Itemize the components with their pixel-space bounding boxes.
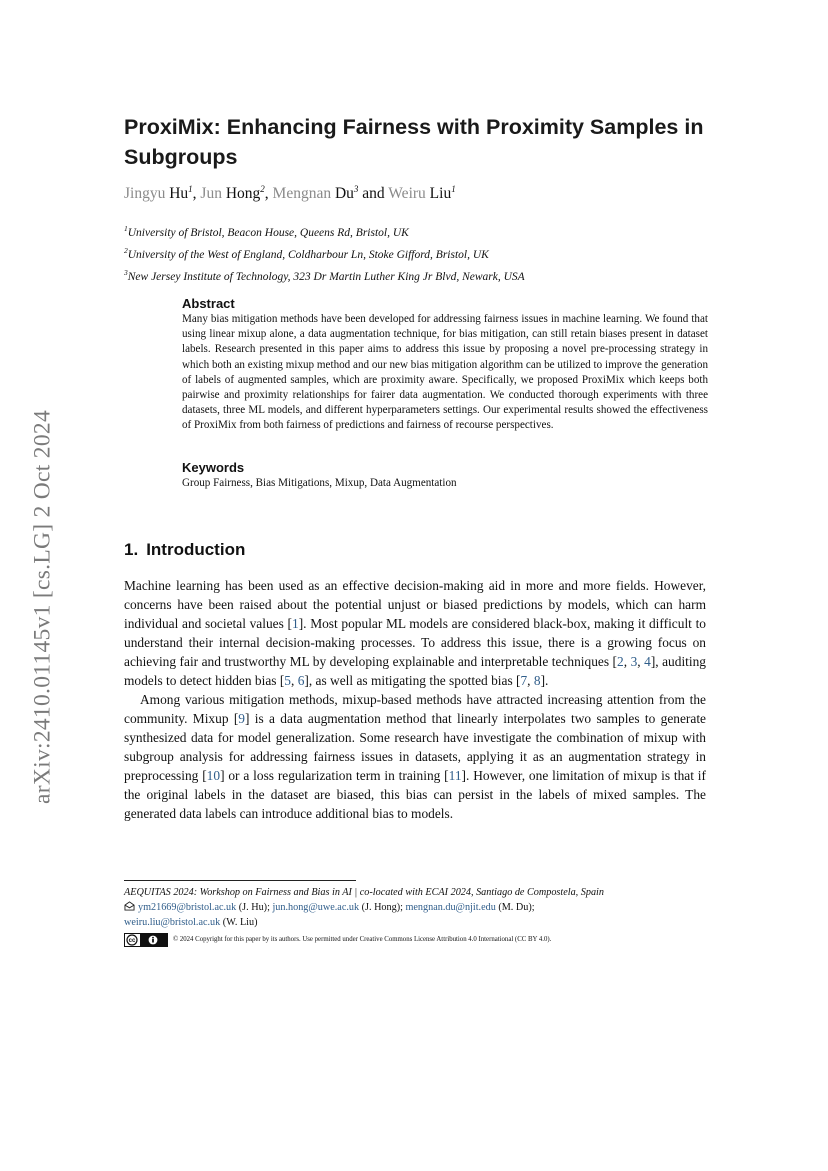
paragraph: Machine learning has been used as an effective decision-making aid in more and more fields. However, concerns have been raised about the potential unjust or biased predictions by models, which can harm individual and societal values [1]. Most popular ML models are considered black-box, making it difficult to understand their internal decision-making processes. To address this issue, there is a growing focus on achieving fair and trustworthy ML by developing explainable and interpretable techniques [2, 3, 4], auditing models to detect hidden bias [5, 6], as well as mitigating the spotted bias [7, 8]. — [124, 578, 706, 688]
email-link[interactable]: jun.hong@uwe.ac.uk — [272, 902, 360, 913]
abstract-section — [182, 296, 708, 434]
mail-icon — [124, 901, 135, 911]
affiliation: $^2$University of the West of England, Coldharbour Ln, Stoke Gifford, Bristol, UK — [124, 245, 489, 261]
email-link[interactable]: weiru.liu@bristol.ac.uk — [124, 917, 221, 928]
citation-link[interactable]: 9 — [238, 711, 245, 726]
cc-by-badge-icon — [124, 933, 168, 947]
citation-link[interactable]: 8 — [533, 673, 541, 688]
citation-link[interactable]: 4 — [644, 654, 651, 669]
conference-note: AEQUITAS 2024: Workshop on Fairness and Bias in AI | co-located with ECAI 2024, Santiago de Compostela, Spain — [124, 887, 604, 898]
affiliation: $^3$New Jersey Institute of Technology, 323 Dr Martin Luther King Jr Blvd, Newark, USA — [124, 267, 525, 283]
affiliation: $^1$University of Bristol, Beacon House, Queens Rd, Bristol, UK — [124, 224, 409, 239]
introduction-body — [124, 576, 706, 823]
email-link[interactable]: ym21669@bristol.ac.uk — [138, 902, 237, 913]
author: Jingyu Hu$^1$ — [124, 184, 193, 203]
license-text: © 2024 Copyright for this paper by its authors. Use permitted under Creative Commons License Attribution 4.0 International (CC BY 4.0). — [173, 936, 552, 943]
paper-title: ProxiMix: Enhancing Fairness with Proximity Samples in Subgroups — [124, 115, 704, 169]
footnote — [124, 885, 724, 930]
paragraph: Among various mitigation methods, mixup-based methods have attracted increasing attention from the community. Mixup [9] is a data augmentation method that linearly interpolates two samples to generate synthesized data for model generalization. Some research have investigate the combination of mixup with subgroup analysis for addressing fairness issues in datasets, applying it as an augmentation strategy in preprocessing [10] or a loss regularization term in training [11]. However, one limitation of mixup is that if the original labels in the dataset are biased, this bias can persist in the labels of mixed samples. The generated data labels can introduce additional bias to models. — [124, 692, 706, 821]
email-list: ym21669@bristol.ac.uk (J. Hu); jun.hong@uwe.ac.uk (J. Hong); mengnan.du@njit.edu (M. Du); weiru.liu@bristol.ac.uk (W. Liu) — [124, 902, 535, 928]
citation-link[interactable]: 10 — [206, 768, 221, 783]
author: Mengnan Du$^3$ — [272, 184, 359, 203]
abstract-heading: Abstract — [182, 296, 235, 311]
footnote-rule — [124, 880, 356, 881]
keywords-text: Group Fairness, Bias Mitigations, Mixup, Data Augmentation — [182, 477, 457, 489]
section-title: Introduction — [146, 540, 246, 559]
citation-link[interactable]: 11 — [448, 768, 462, 783]
author: Jun Hong$^2$ — [200, 184, 265, 203]
affiliation-list — [124, 220, 525, 285]
citation-link[interactable]: 1 — [291, 616, 299, 631]
keywords-section — [182, 460, 708, 491]
citation-link[interactable]: 3 — [630, 654, 638, 669]
section-number: 1. — [124, 540, 139, 559]
email-link[interactable]: mengnan.du@njit.edu — [405, 902, 496, 913]
abstract-text: Many bias mitigation methods have been developed for addressing fairness issues in machine learning. We found that using linear mixup alone, a data augmentation technique, for bias mitigation, can still retain biases present in dataset labels. Research presented in this paper aims to address this issue by proposing a novel pre-processing strategy in which both an existing mixup method and our new bias mitigation algorithm can be utilized to improve the generation of labels of augmented samples, which are proximity aware. Specifically, we proposed ProxiMix which keeps both pairwise and proximity relationships for fairer data augmentation. We conducted thorough experiments with three datasets, three ML models, and different hyperparameters settings. Our experimental results showed the effectiveness of ProxiMix from both fairness of predictions and fairness of recourse perspectives. — [182, 313, 708, 432]
author-list: Jingyu Hu$^1$, Jun Hong$^2$, Mengnan Du$^3$ and Weiru Liu$^1$ — [124, 184, 456, 203]
license-line — [124, 932, 744, 948]
citation-link[interactable]: 2 — [617, 654, 624, 669]
keywords-heading: Keywords — [182, 460, 245, 475]
citation-link[interactable]: 7 — [520, 673, 528, 688]
arxiv-identifier: arXiv:2410.01145v1 [cs.LG] 2 Oct 2024 — [29, 410, 56, 804]
author: Weiru Liu$^1$ — [388, 184, 456, 203]
arxiv-identifier-margin — [28, 372, 58, 842]
citation-link[interactable]: 6 — [297, 673, 305, 688]
section-heading-introduction — [124, 540, 245, 560]
citation-link[interactable]: 5 — [284, 673, 291, 688]
svg-text:cc: cc — [128, 938, 136, 945]
